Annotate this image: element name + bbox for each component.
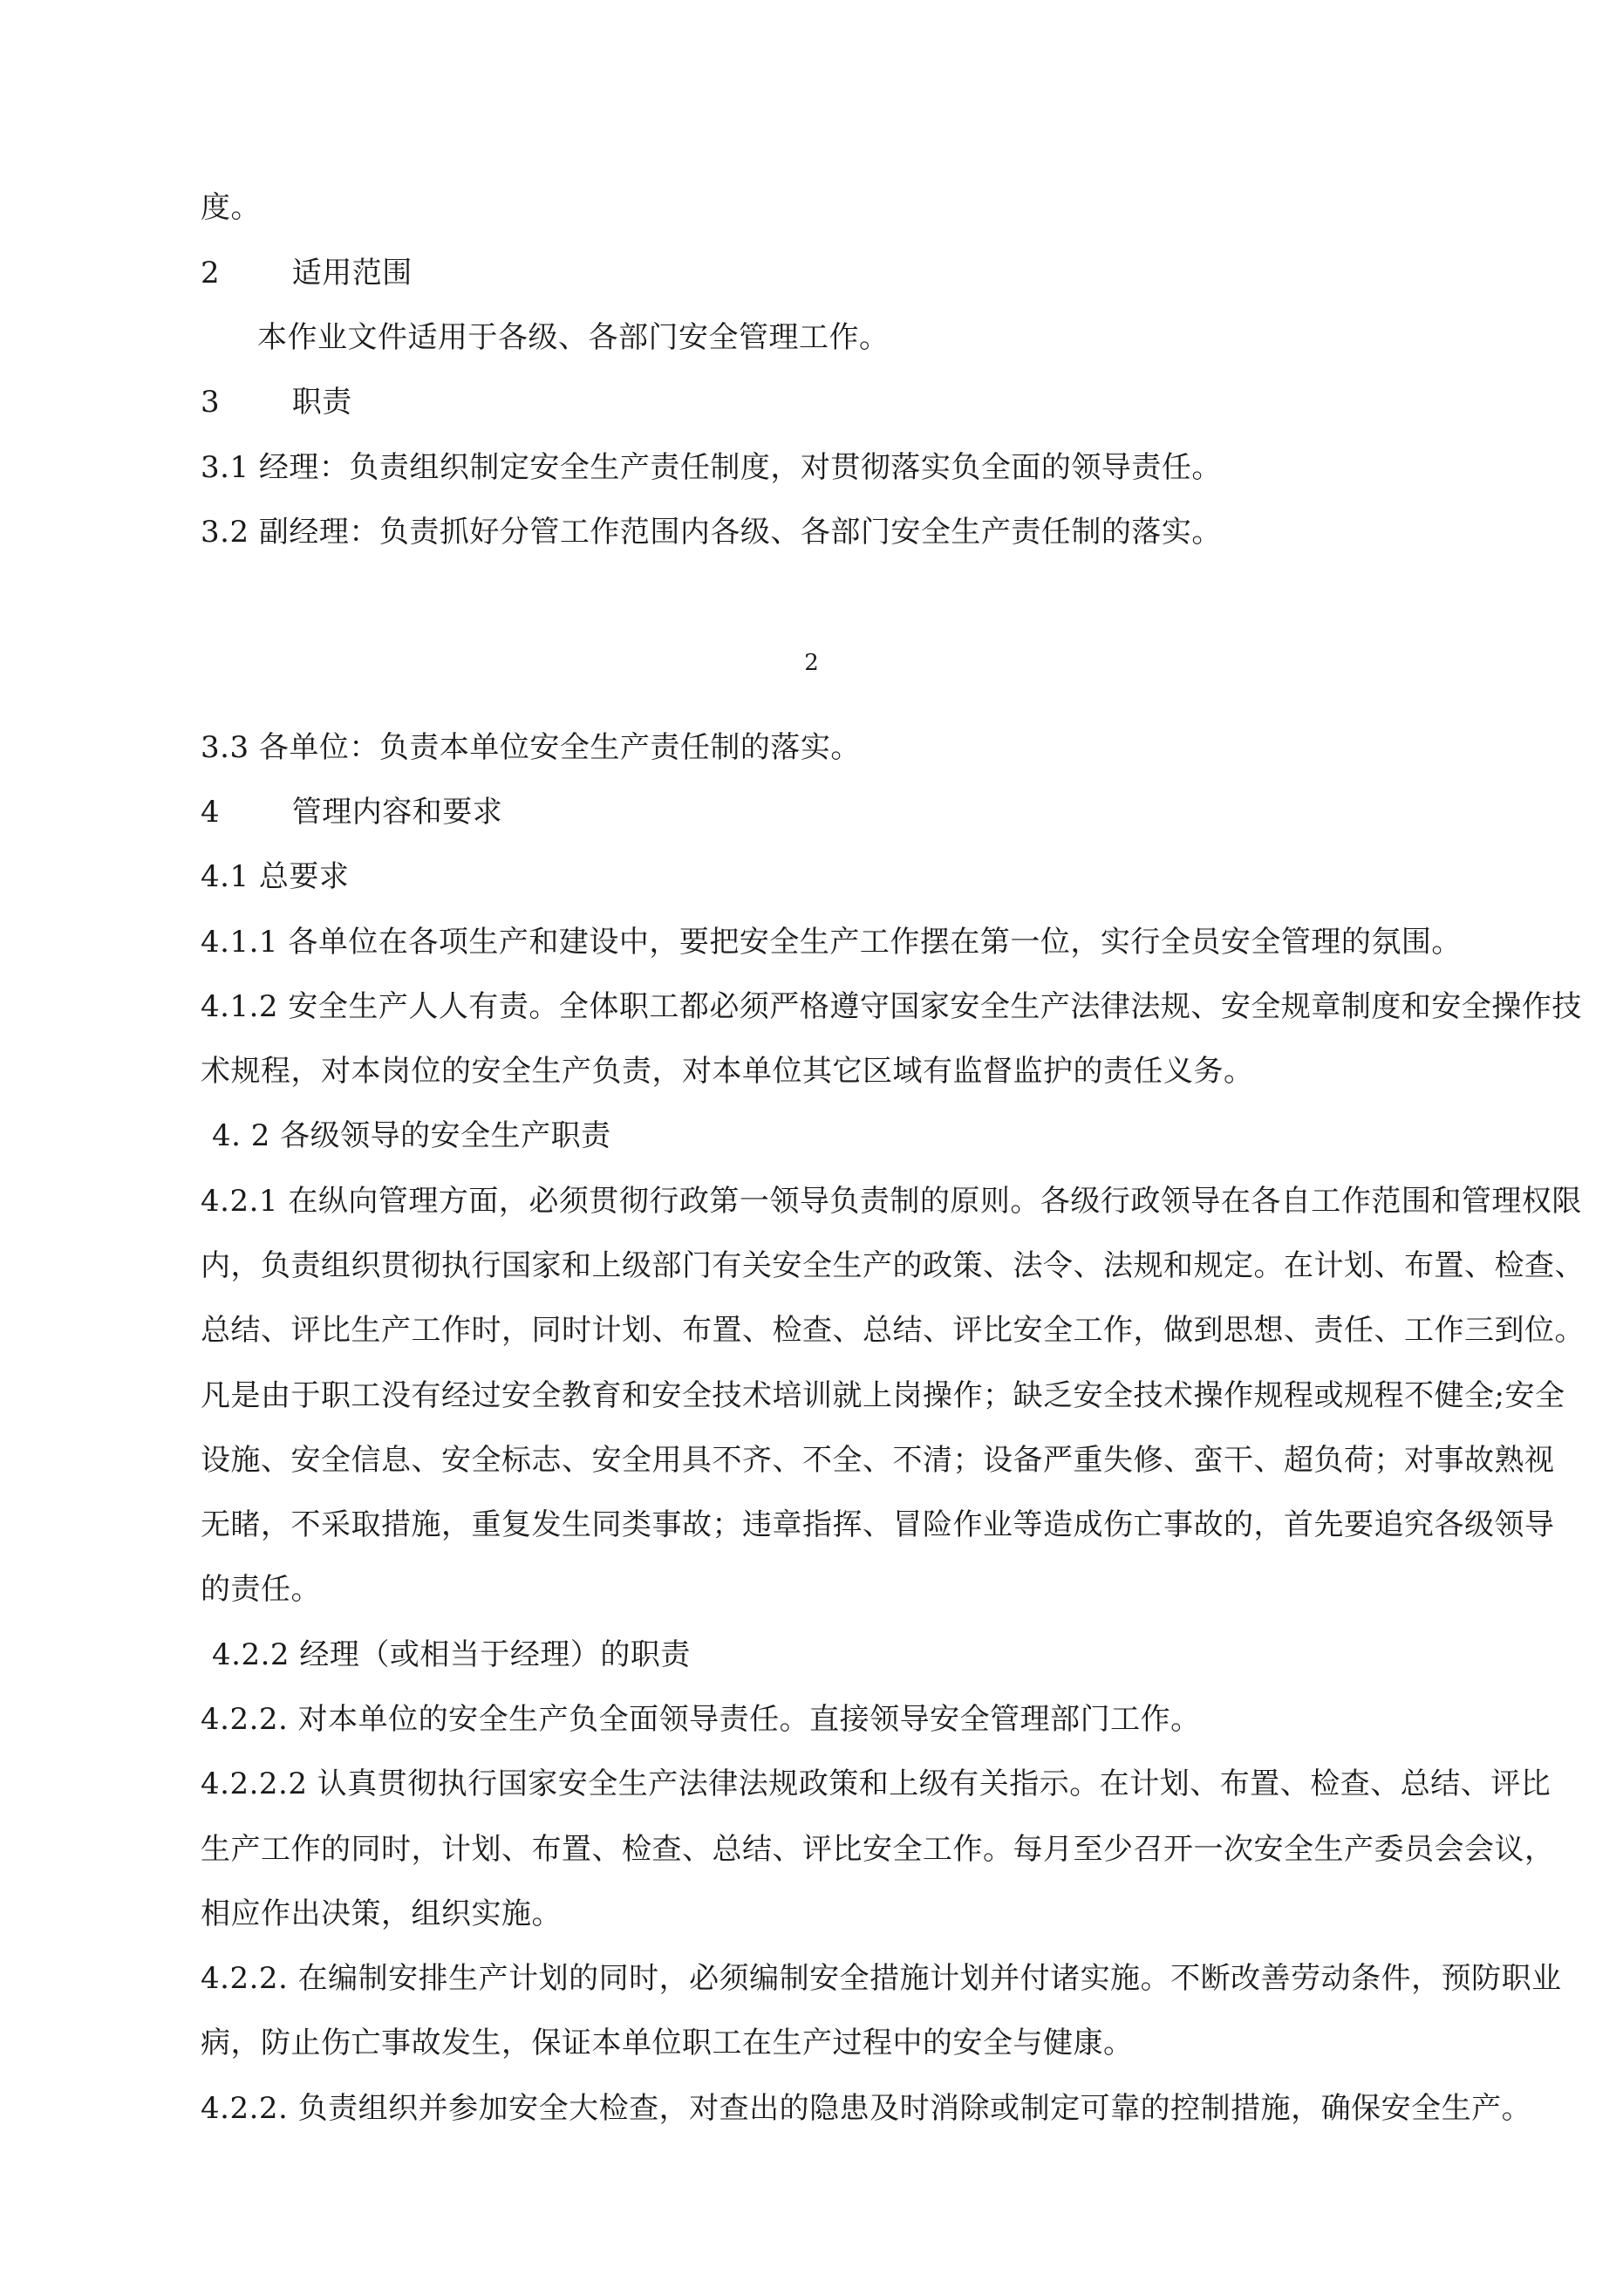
- clause-4-2-2: 4.2.2 经理（或相当于经理）的职责: [212, 1637, 691, 1672]
- clause-4-1-2-line: 术规程，对本岗位的安全生产负责，对本单位其它区域有监督监护的责任义务。: [201, 1054, 1254, 1089]
- section-2-heading: [201, 256, 413, 290]
- clause-4-2-2-2-line: 生产工作的同时，计划、布置、检查、总结、评比安全工作。每月至少召开一次安全生产委员会会议，: [201, 1832, 1555, 1867]
- section-3-title: 职责: [291, 385, 352, 420]
- clause-4-2-1-line: 凡是由于职工没有经过安全教育和安全技术培训就上岗操作；缺乏安全技术操作规程或规程不健全;安全: [201, 1378, 1565, 1413]
- clause-4-2-1-line: 总结、评比生产工作时，同时计划、布置、检查、总结、评比安全工作，做到思想、责任、工作三到位。: [201, 1313, 1585, 1348]
- clause-4-2-1-line: 的责任。: [201, 1572, 321, 1607]
- clause-4-2-1-line: 4.2.1 在纵向管理方面，必须贯彻行政第一领导负责制的原则。各级行政领导在各自工作范围和管理权限: [201, 1184, 1582, 1219]
- section-4-title: 管理内容和要求: [291, 795, 503, 830]
- section-3-number: 3: [201, 385, 221, 420]
- clause-4-1-1: 4.1.1 各单位在各项生产和建设中，要把安全生产工作摆在第一位，实行全员安全管理的氛围。: [201, 925, 1462, 960]
- section-4-heading: [201, 795, 502, 830]
- section-2-title: 适用范围: [291, 256, 413, 290]
- clause-4-2-2-4: 4.2.2. 负责组织并参加安全大检查，对查出的隐患及时消除或制定可靠的控制措施，确保安全生产。: [201, 2091, 1532, 2126]
- clause-4-1-2-line: 4.1.2 安全生产人人有责。全体职工都必须严格遵守国家安全生产法律法规、安全规章制度和安全操作技: [201, 989, 1582, 1024]
- clause-4-2-2-2-line: 4.2.2.2 认真贯彻执行国家安全生产法律法规政策和上级有关指示。在计划、布置、检查、总结、评比: [201, 1766, 1551, 1801]
- clause-4-2-1-line: 无睹，不采取措施，重复发生同类事故；违章指挥、冒险作业等造成伤亡事故的，首先要追究各级领导: [201, 1507, 1555, 1542]
- clause-4-2-2-1: 4.2.2. 对本单位的安全生产负全面领导责任。直接领导安全管理部门工作。: [201, 1702, 1201, 1737]
- paragraph-tail: 度。: [201, 190, 261, 225]
- clause-4-2-2-3-line: 4.2.2. 在编制安排生产计划的同时，必须编制安全措施计划并付诸实施。不断改善劳动条件，预防职业: [201, 1961, 1562, 1996]
- clause-3-1: 3.1 经理：负责组织制定安全生产责任制度，对贯彻落实负全面的领导责任。: [201, 450, 1222, 485]
- section-2-body: 本作业文件适用于各级、各部门安全管理工作。: [257, 320, 890, 355]
- clause-4-1: 4.1 总要求: [201, 859, 350, 894]
- section-3-heading: [201, 385, 352, 420]
- clause-3-2: 3.2 副经理：负责抓好分管工作范围内各级、各部门安全生产责任制的落实。: [201, 515, 1222, 550]
- page-number: 2: [804, 650, 819, 676]
- clause-3-3: 3.3 各单位：负责本单位安全生产责任制的落实。: [201, 730, 861, 765]
- section-4-number: 4: [201, 795, 221, 830]
- clause-4-2-2-2-line: 相应作出决策，组织实施。: [201, 1896, 562, 1931]
- clause-4-2: 4. 2 各级领导的安全生产职责: [212, 1118, 611, 1153]
- clause-4-2-1-line: 内，负责组织贯彻执行国家和上级部门有关安全生产的政策、法令、法规和规定。在计划、布置、检查、: [201, 1248, 1585, 1283]
- clause-4-2-2-3-line: 病，防止伤亡事故发生，保证本单位职工在生产过程中的安全与健康。: [201, 2026, 1134, 2060]
- clause-4-2-1-line: 设施、安全信息、安全标志、安全用具不齐、不全、不清；设备严重失修、蛮干、超负荷；对事故熟视: [201, 1443, 1555, 1478]
- section-2-number: 2: [201, 256, 221, 290]
